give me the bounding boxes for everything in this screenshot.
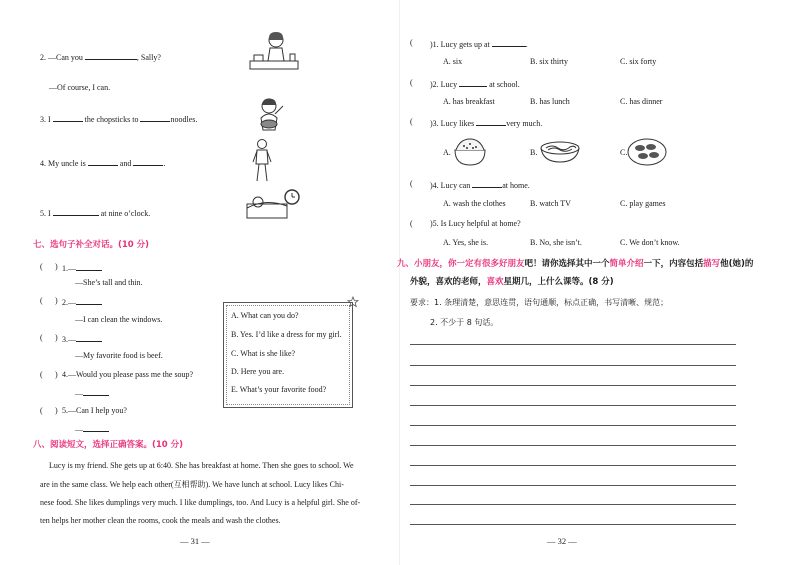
section-9-mid-2: 一下，内容包括 [643,259,704,269]
question-3 [40,113,197,125]
q5-text-post: at nine o’clock. [100,209,151,218]
dialog-blank[interactable] [83,387,109,396]
dialog-blank[interactable] [83,423,109,432]
option-e: E. What’s your favorite food? [231,385,327,394]
mc-stem-pre: Lucy likes [440,119,475,128]
boy-eating-noodles-icon [251,96,287,136]
q2-number: 2. [40,53,46,62]
page-number-left: — 31 — [180,536,210,546]
dialog-number: 2. [62,298,68,307]
q4-blank-1[interactable] [88,157,118,166]
mc2-option-a[interactable]: A. has breakfast [443,97,495,106]
mc3-option-a[interactable]: A. [443,148,451,157]
option-c: C. What is she like? [231,349,296,358]
mc5-option-c[interactable]: C. We don’t know. [620,238,680,247]
section-9-prefix: 九、小朋友，你一定有很多 [397,259,500,269]
option-a: A. What can you do? [231,311,299,320]
dialog-line-1 [62,296,102,308]
writing-line[interactable] [410,504,736,505]
mc-number: )5. [430,219,439,228]
dialog-paren-close: ) [55,262,58,271]
q3-blank-2[interactable] [140,113,170,122]
mc-blank[interactable] [476,117,506,126]
girl-at-desk-icon [246,28,302,74]
mc-stem-post: at school. [489,80,520,89]
mc-stem-pre: Lucy [440,80,458,89]
dialog-line-2-text: — [75,425,83,434]
dialog-paren-open: ( [40,296,43,305]
section-9-keyword-3: 描写 [703,259,721,269]
section-7-title: 七、选句子补全对话。(10 分) [33,240,150,250]
q3-number: 3. [40,115,46,124]
mc-stem-pre: Is Lucy helpful at home? [440,219,521,228]
q3-text-mid: the chopsticks to [84,115,139,124]
mc5-option-b[interactable]: B. No, she isn’t. [530,238,582,247]
mc2-option-b[interactable]: B. has lunch [530,97,570,106]
dialog-number: 1. [62,264,68,273]
section-9-keyword-4: 喜欢 [486,277,504,287]
section-9-keyword-1: 好朋友 [499,259,525,269]
writing-line[interactable] [410,425,736,426]
q4-text-post: . [163,159,166,168]
mc-paren: ( [410,38,413,47]
dialog-line-2: —I can clean the windows. [75,315,163,324]
q5-text-pre: I [48,209,51,218]
dialog-paren-close: ) [55,333,58,342]
section-9-mid-3: 他(她)的 [720,259,754,269]
section-9-requirement-2: 2. 不少于 8 句话。 [430,318,499,327]
q2-blank[interactable] [85,51,137,60]
dialog-line-2: —My favorite food is beef. [75,351,163,360]
option-d: D. Here you are. [231,367,285,376]
mc2-option-c[interactable]: C. has dinner [620,97,663,106]
mc-stem [430,219,521,229]
page-number-right: — 32 — [547,536,577,546]
dialog-blank[interactable] [76,262,102,271]
mc1-option-c[interactable]: C. six forty [620,57,657,66]
dialog-line-2: —She’s tall and thin. [75,278,143,287]
writing-line[interactable] [410,405,736,406]
mc-paren: ( [410,78,413,87]
mc-stem-post: at home. [502,181,530,190]
dialog-blank[interactable] [76,296,102,305]
dialog-line-1-text: — [68,335,76,344]
mc3-option-c[interactable]: C. [620,148,628,157]
section-9-requirement-1: 要求：1. 条理清楚，意思连贯，语句通顺，标点正确，书写清晰、规范； [410,298,669,307]
mc-paren: ( [410,219,413,228]
star-corner-icon [347,296,359,308]
writing-line[interactable] [410,524,736,525]
dialog-line-1 [62,333,102,345]
q3-text-post: noodles. [170,115,198,124]
passage-line-1: Lucy is my friend. She gets up at 6:40. She has breakfast at home. Then she goes to school. We [49,461,354,470]
passage-line-3: nese food. She likes dumplings very much. I like dumplings, too. And Lucy is a helpful girl. She of- [40,498,361,507]
writing-line[interactable] [410,445,736,446]
option-b: B. Yes. I’d like a dress for my girl. [231,330,342,339]
writing-line[interactable] [410,365,736,366]
dialog-number: 3. [62,335,68,344]
mc4-option-b[interactable]: B. watch TV [530,199,571,208]
dialog-line-1-text: —Would you please pass me the soup? [68,370,194,379]
dialog-paren-close: ) [55,370,58,379]
page-gutter [399,0,400,565]
q5-blank[interactable] [53,207,99,216]
writing-line[interactable] [410,344,736,345]
q4-blank-2[interactable] [133,157,166,168]
writing-line[interactable] [410,485,736,486]
noodle-bowl-icon [538,138,582,166]
writing-line[interactable] [410,465,736,466]
dialog-paren-open: ( [40,370,43,379]
mc-number: )4. [430,181,439,190]
question-2 [40,51,161,63]
q4-number: 4. [40,159,46,168]
mc-number: )1. [430,40,439,49]
mc-number: )3. [430,119,439,128]
mc-stem [430,38,528,50]
mc-number: )2. [430,80,439,89]
q3-text-pre: I [48,115,51,124]
mc1-option-b[interactable]: B. six thirty [530,57,569,66]
q2-answer: —Of course, I can. [49,83,111,92]
passage-line-4: ten helps her mother clean the rooms, cook the meals and wash the clothes. [40,516,281,525]
tall-man-icon [250,138,274,184]
passage-line-2: are in the same class. We help each other(互相帮助). We have lunch at school. Lucy likes Chi- [40,480,344,489]
dialog-paren-open: ( [40,406,43,415]
mc-paren: ( [410,179,413,188]
mc-paren: ( [410,117,413,126]
dialog-line-2-text: — [75,389,83,398]
dialog-paren-close: ) [55,296,58,305]
mc4-option-c[interactable]: C. play games [620,199,666,208]
mc5-option-a[interactable]: A. Yes, she is. [443,238,489,247]
section-9-line2-post: 星期几，上什么课等。(8 分) [503,277,614,287]
dialog-number: 4. [62,370,68,379]
dialog-paren-close: ) [55,406,58,415]
q2-text-pre: —Can you [48,53,83,62]
dialog-line-1 [62,370,193,380]
dialog-paren-open: ( [40,333,43,342]
question-5 [40,207,150,219]
mc-stem [430,78,520,90]
dialog-blank[interactable] [76,333,102,342]
section-9-mid-1: 吧！请你选择其中一个 [524,259,610,269]
mc-blank[interactable] [492,38,526,47]
dialog-line-2 [75,387,109,399]
q4-text-mid: and [119,159,132,168]
dialog-line-1 [62,406,127,416]
dialog-line-1-text: — [68,264,76,273]
q2-text-post: , Sally? [136,53,161,62]
section-8-title: 八、阅读短文，选择正确答案。(10 分) [33,440,184,450]
mc-stem-pre: Lucy can [440,181,471,190]
mc-stem-post: . [525,40,528,49]
q5-number: 5. [40,209,46,218]
child-in-bed-clock-icon [244,188,302,224]
dialog-line-2 [75,423,109,435]
section-9-title-line-1 [397,259,753,270]
mc1-option-a[interactable]: A. six [443,57,463,66]
rice-bowl-icon [452,136,488,168]
dialog-paren-open: ( [40,262,43,271]
mc-stem [430,179,530,191]
mc-blank[interactable] [459,78,487,87]
mc-stem-post: very much. [506,119,543,128]
dialog-line-1 [62,262,102,274]
mc-stem-pre: Lucy gets up at [440,40,490,49]
mc3-option-b[interactable]: B. [530,148,538,157]
writing-line[interactable] [410,385,736,386]
question-4 [40,157,165,169]
section-9-keyword-2: 简单介绍 [609,259,644,269]
section-9-title-line-2 [410,277,614,288]
q4-text-pre: My uncle is [48,159,86,168]
mc4-option-a[interactable]: A. wash the clothes [443,199,506,208]
mc-blank[interactable] [472,179,502,188]
dialog-line-1-text: —Can I help you? [68,406,127,415]
dialog-number: 5. [62,406,68,415]
dialog-line-1-text: — [68,298,76,307]
mc-stem [430,117,542,129]
q3-blank-1[interactable] [53,113,83,122]
dumplings-plate-icon [626,136,668,168]
section-9-line2-pre: 外貌，喜欢的老师， [410,277,487,287]
